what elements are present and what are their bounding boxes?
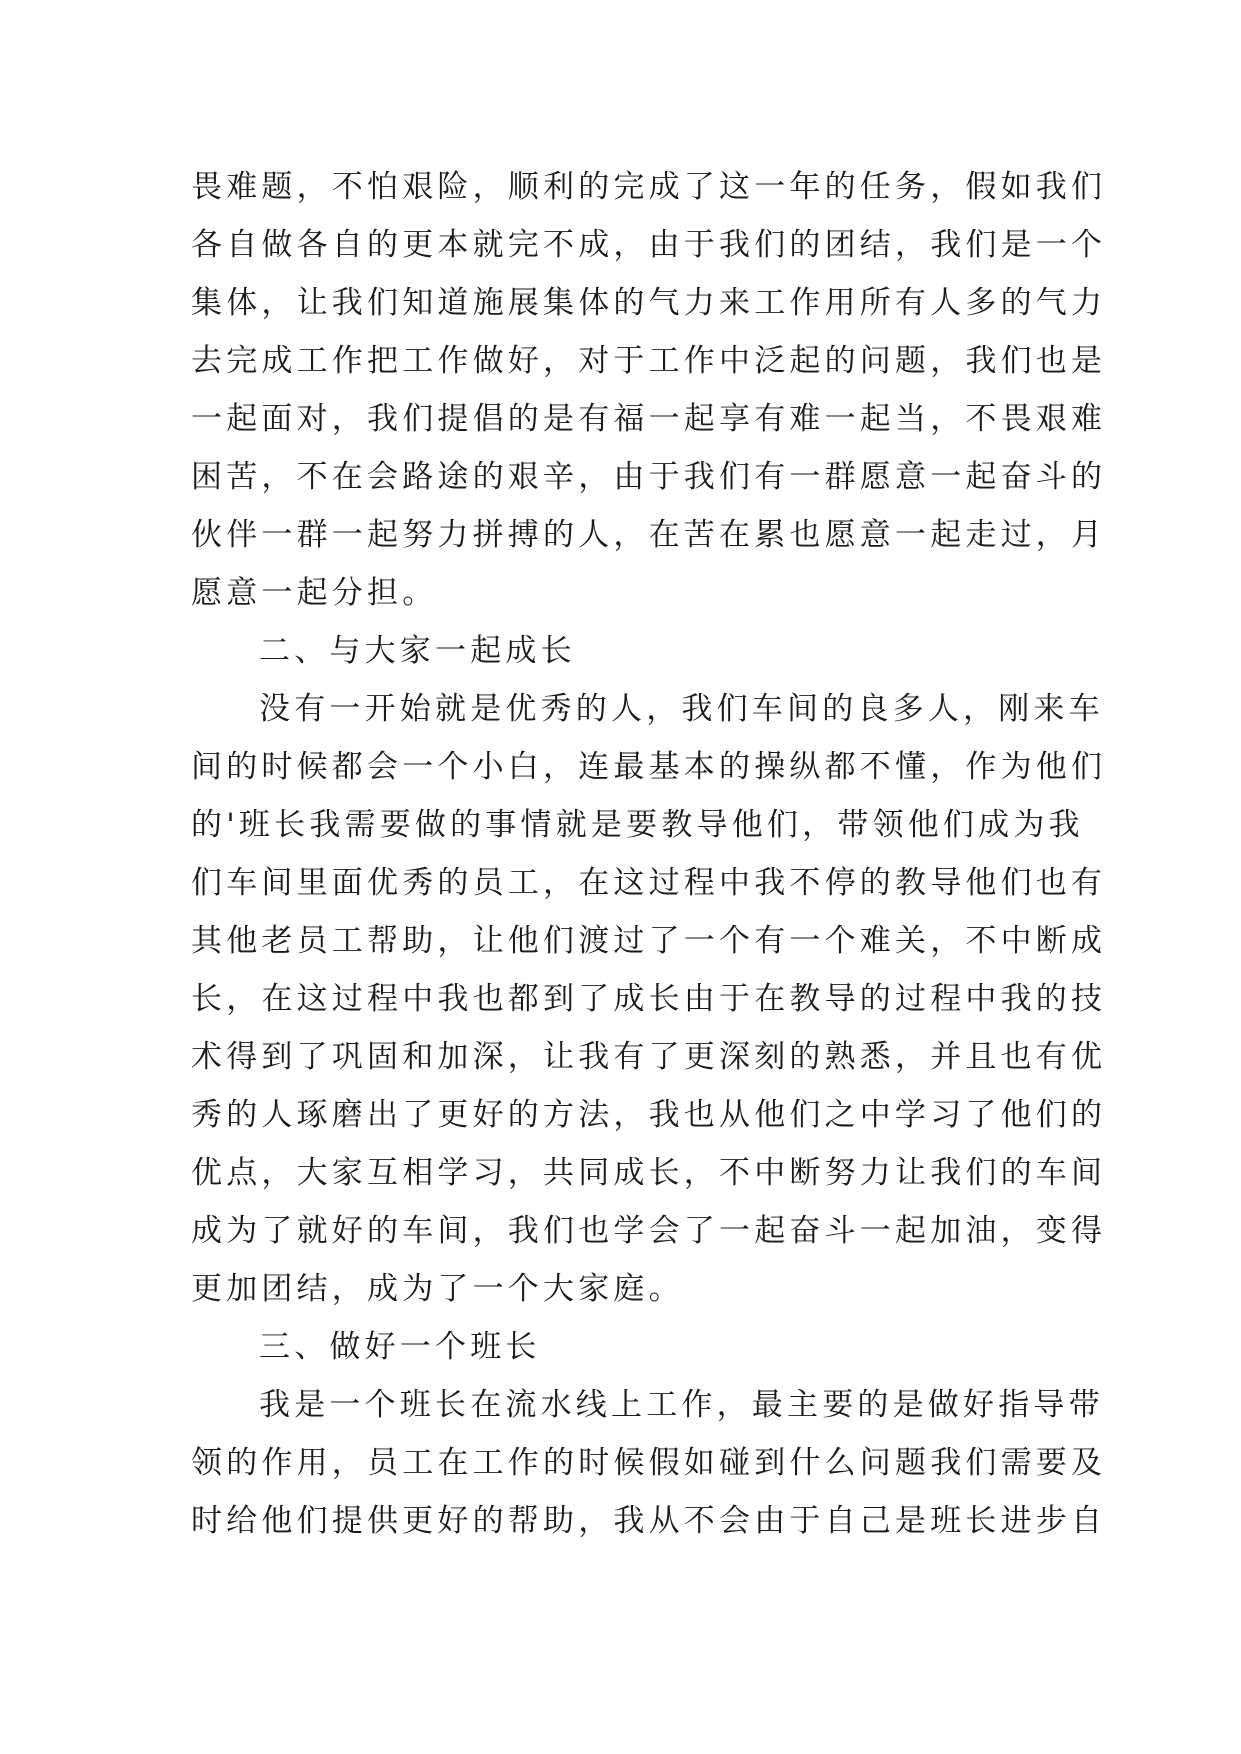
text-line: 长，在这过程中我也都到了成长由于在教导的过程中我的技 bbox=[191, 981, 1107, 1017]
text-line: 去完成工作把工作做好，对于工作中泛起的问题，我们也是 bbox=[191, 343, 1107, 379]
text-line: 术得到了巩固和加深，让我有了更深刻的熟悉，并且也有优 bbox=[191, 1039, 1107, 1075]
text-line: 秀的人琢磨出了更好的方法，我也从他们之中学习了他们的 bbox=[191, 1097, 1107, 1133]
text-line: 成为了就好的车间，我们也学会了一起奋斗一起加油，变得 bbox=[191, 1213, 1107, 1249]
text-line: 一起面对，我们提倡的是有福一起享有难一起当，不畏艰难 bbox=[191, 401, 1107, 437]
text-line: 伙伴一群一起努力拼搏的人，在苦在累也愿意一起走过，月 bbox=[191, 517, 1107, 553]
text-line: 的'班长我需要做的事情就是要教导他们，带领他们成为我 bbox=[191, 807, 1084, 843]
text-line: 各自做各自的更本就完不成，由于我们的团结，我们是一个 bbox=[191, 227, 1107, 263]
text-line: 困苦，不在会路途的艰辛，由于我们有一群愿意一起奋斗的 bbox=[191, 459, 1107, 495]
text-line: 优点，大家互相学习，共同成长，不中断努力让我们的车间 bbox=[191, 1155, 1107, 1191]
text-line: 没有一开始就是优秀的人，我们车间的良多人，刚来车 bbox=[259, 691, 1104, 727]
text-line: 间的时候都会一个小白，连最基本的操纵都不懂，作为他们 bbox=[191, 749, 1107, 785]
section-heading: 三、做好一个班长 bbox=[259, 1329, 541, 1365]
text-line: 们车间里面优秀的员工，在这过程中我不停的教导他们也有 bbox=[191, 865, 1107, 901]
section-heading: 二、与大家一起成长 bbox=[259, 633, 576, 669]
text-line: 愿意一起分担。 bbox=[191, 575, 438, 611]
text-line: 领的作用，员工在工作的时候假如碰到什么问题我们需要及 bbox=[191, 1445, 1107, 1481]
text-line: 更加团结，成为了一个大家庭。 bbox=[191, 1271, 684, 1307]
text-line: 时给他们提供更好的帮助，我从不会由于自己是班长进步自 bbox=[191, 1503, 1107, 1539]
text-line: 其他老员工帮助，让他们渡过了一个有一个难关，不中断成 bbox=[191, 923, 1107, 959]
document-body bbox=[191, 158, 1107, 1550]
text-line: 畏难题，不怕艰险，顺利的完成了这一年的任务，假如我们 bbox=[191, 169, 1107, 205]
text-line: 集体，让我们知道施展集体的气力来工作用所有人多的气力 bbox=[191, 285, 1107, 321]
text-line: 我是一个班长在流水线上工作，最主要的是做好指导带 bbox=[259, 1387, 1104, 1423]
